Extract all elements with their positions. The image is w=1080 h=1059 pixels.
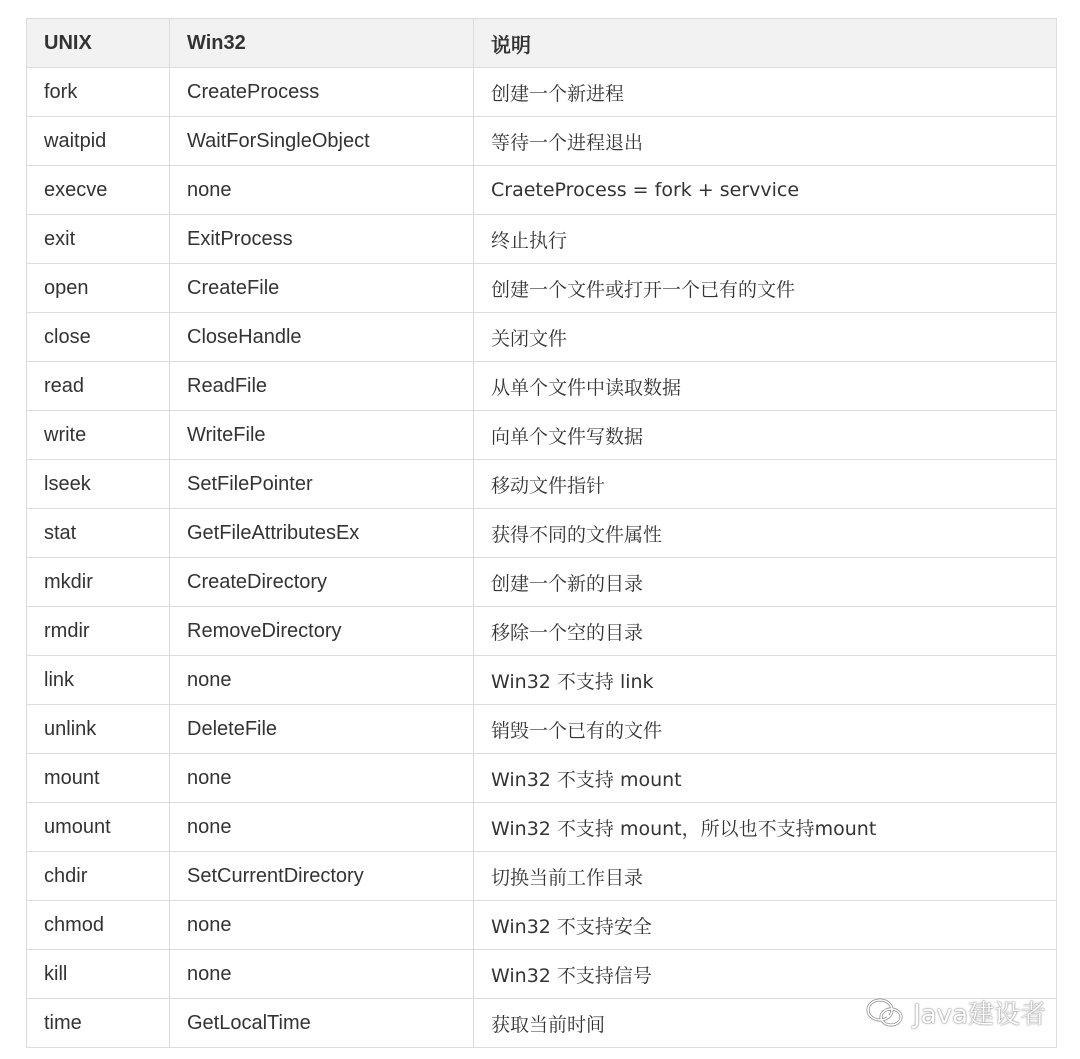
unix-cell: waitpid (27, 117, 170, 166)
win32-cell: none (170, 901, 474, 950)
table-row (27, 166, 1057, 215)
win32-cell: ReadFile (170, 362, 474, 411)
win32-cell: ExitProcess (170, 215, 474, 264)
unix-cell: close (27, 313, 170, 362)
description-cell: 关闭文件 (474, 313, 1057, 362)
win32-cell: WaitForSingleObject (170, 117, 474, 166)
table-row (27, 264, 1057, 313)
description-cell: 创建一个新进程 (474, 68, 1057, 117)
description-cell: 终止执行 (474, 215, 1057, 264)
win32-cell: WriteFile (170, 411, 474, 460)
unix-cell: rmdir (27, 607, 170, 656)
syscall-table-container (26, 18, 1056, 1048)
win32-cell: GetFileAttributesEx (170, 509, 474, 558)
win32-cell: RemoveDirectory (170, 607, 474, 656)
unix-cell: time (27, 999, 170, 1048)
description-cell: Win32 不支持 mount，所以也不支持mount (474, 803, 1057, 852)
unix-cell: chmod (27, 901, 170, 950)
watermark (865, 994, 1046, 1031)
description-cell: 获取当前时间 (474, 999, 1057, 1048)
table-row (27, 68, 1057, 117)
win32-cell: none (170, 803, 474, 852)
description-cell: 切换当前工作目录 (474, 852, 1057, 901)
table-row (27, 558, 1057, 607)
description-cell: 移动文件指针 (474, 460, 1057, 509)
description-cell: 移除一个空的目录 (474, 607, 1057, 656)
description-cell: 向单个文件写数据 (474, 411, 1057, 460)
table-row (27, 215, 1057, 264)
table-header-row (27, 19, 1057, 68)
table-body (27, 68, 1057, 1048)
table-row (27, 950, 1057, 999)
table-row (27, 509, 1057, 558)
win32-cell: none (170, 754, 474, 803)
table-row (27, 705, 1057, 754)
win32-cell: none (170, 656, 474, 705)
description-cell: Win32 不支持信号 (474, 950, 1057, 999)
table-row (27, 607, 1057, 656)
unix-cell: exit (27, 215, 170, 264)
table-row (27, 803, 1057, 852)
unix-cell: kill (27, 950, 170, 999)
header-win32: Win32 (170, 19, 474, 68)
win32-cell: DeleteFile (170, 705, 474, 754)
table-row (27, 313, 1057, 362)
win32-cell: SetFilePointer (170, 460, 474, 509)
table-row (27, 852, 1057, 901)
table-row (27, 460, 1057, 509)
description-cell: Win32 不支持 mount (474, 754, 1057, 803)
unix-cell: chdir (27, 852, 170, 901)
unix-cell: open (27, 264, 170, 313)
unix-cell: execve (27, 166, 170, 215)
description-cell: 等待一个进程退出 (474, 117, 1057, 166)
win32-cell: GetLocalTime (170, 999, 474, 1048)
table-row (27, 117, 1057, 166)
header-unix: UNIX (27, 19, 170, 68)
unix-cell: stat (27, 509, 170, 558)
unix-cell: unlink (27, 705, 170, 754)
win32-cell: CloseHandle (170, 313, 474, 362)
description-cell: Win32 不支持安全 (474, 901, 1057, 950)
description-cell: 从单个文件中读取数据 (474, 362, 1057, 411)
win32-cell: SetCurrentDirectory (170, 852, 474, 901)
win32-cell: none (170, 950, 474, 999)
unix-cell: lseek (27, 460, 170, 509)
description-cell: 获得不同的文件属性 (474, 509, 1057, 558)
table-row (27, 656, 1057, 705)
description-cell: Win32 不支持 link (474, 656, 1057, 705)
unix-cell: write (27, 411, 170, 460)
unix-cell: mount (27, 754, 170, 803)
description-cell: 销毁一个已有的文件 (474, 705, 1057, 754)
header-description: 说明 (474, 19, 1057, 68)
description-cell: CraeteProcess = fork + servvice (474, 166, 1057, 215)
wechat-icon (865, 997, 905, 1029)
table-row (27, 901, 1057, 950)
watermark-text: Java建设者 (913, 1000, 1046, 1030)
description-cell: 创建一个新的目录 (474, 558, 1057, 607)
table-row (27, 754, 1057, 803)
win32-cell: none (170, 166, 474, 215)
unix-cell: link (27, 656, 170, 705)
unix-cell: umount (27, 803, 170, 852)
unix-cell: mkdir (27, 558, 170, 607)
table-row (27, 411, 1057, 460)
unix-cell: fork (27, 68, 170, 117)
unix-cell: read (27, 362, 170, 411)
syscall-comparison-table (26, 18, 1057, 1048)
win32-cell: CreateDirectory (170, 558, 474, 607)
win32-cell: CreateFile (170, 264, 474, 313)
win32-cell: CreateProcess (170, 68, 474, 117)
description-cell: 创建一个文件或打开一个已有的文件 (474, 264, 1057, 313)
table-row (27, 362, 1057, 411)
